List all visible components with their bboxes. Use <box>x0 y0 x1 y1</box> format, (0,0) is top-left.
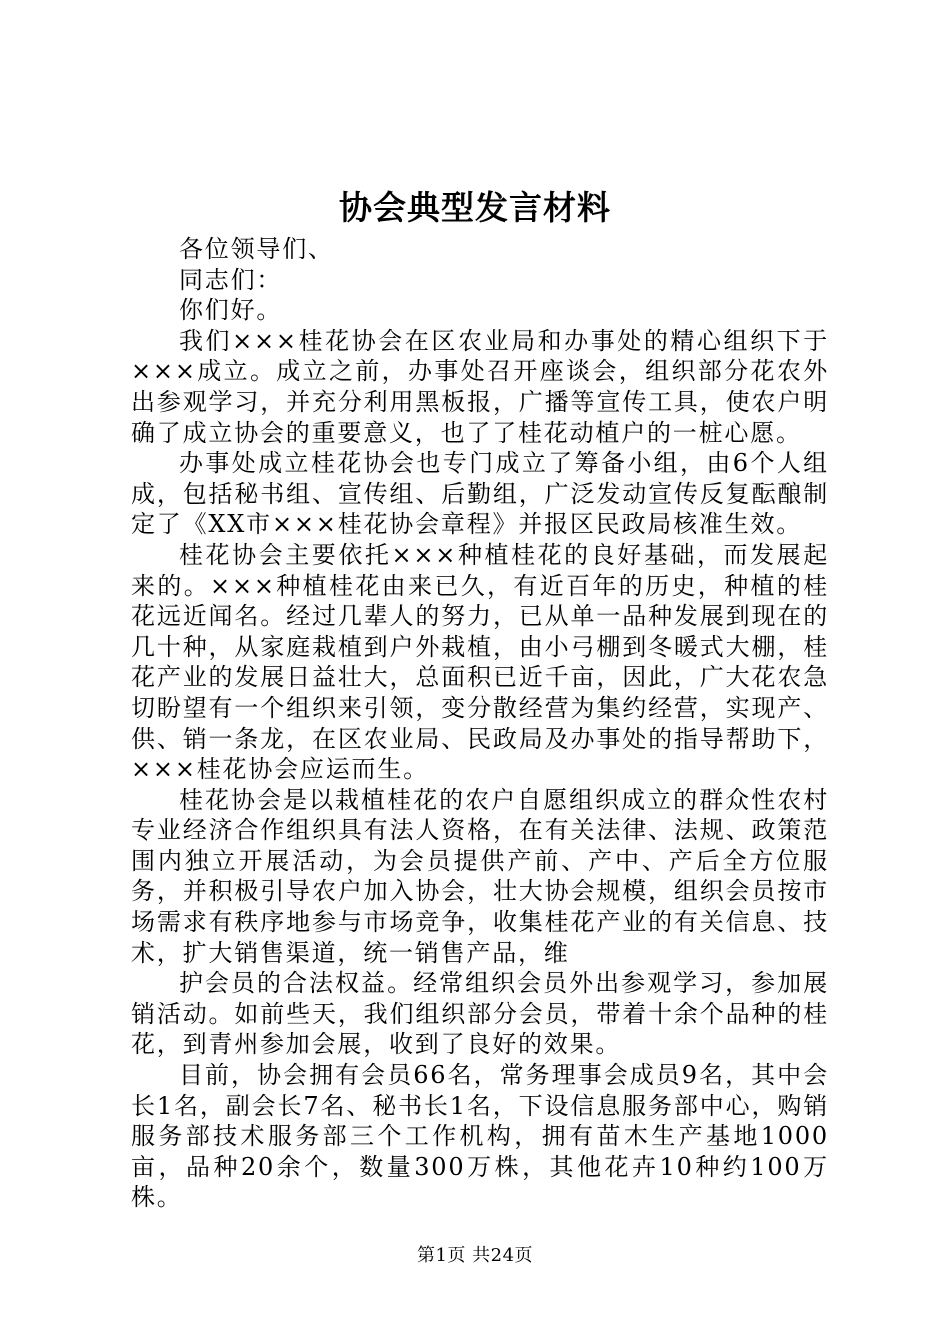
document-title: 协会典型发言材料 <box>339 188 611 227</box>
body-paragraph: 目前，协会拥有会员66名，常务理事会成员9名，其中会长1名，副会长7名、秘书长1名，下设信息服务部中心，购销服务部技术服务部三个工作机构，拥有苗木生产基地1000亩，品种20余个，数量300万株，其他花卉10种约100万株。 <box>131 1061 829 1212</box>
document-body <box>131 234 829 1213</box>
body-paragraph: 桂花协会主要依托×××种植桂花的良好基础，而发展起来的。×××种植桂花由来已久，有近百年的历史，种植的桂花远近闻名。经过几辈人的努力，已从单一品种发展到现在的几十种，从家庭栽植到户外栽植，由小弓棚到冬暖式大棚，桂花产业的发展日益壮大，总面积已近千亩，因此，广大花农急切盼望有一个组织来引领，变分散经营为集约经营，实现产、供、销一条龙，在区农业局、民政局及办事处的指导帮助下，×××桂花协会应运而生。 <box>131 540 829 784</box>
greeting-line: 同志们： <box>179 265 283 294</box>
body-paragraph: 我们×××桂花协会在区农业局和办事处的精心组织下于×××成立。成立之前，办事处召开座谈会，组织部分花农外出参观学习，并充分利用黑板报，广播等宣传工具，使农户明确了成立协会的重要意义，也了了桂花动植户的一桩心愿。 <box>131 326 829 447</box>
greeting-line: 你们好。 <box>179 296 283 325</box>
body-paragraph: 护会员的合法权益。经常组织会员外出参观学习，参加展销活动。如前些天，我们组织部分会员，带着十余个品种的桂花，到青州参加会展，收到了良好的效果。 <box>131 969 829 1059</box>
body-paragraph: 办事处成立桂花协会也专门成立了筹备小组，由6个人组成，包括秘书组、宣传组、后勤组，广泛发动宣传反复酝酿制定了《XX市×××桂花协会章程》并报区民政局核准生效。 <box>131 449 829 539</box>
page-number-footer: 第1页 共24页 <box>416 1245 534 1266</box>
body-paragraph: 桂花协会是以栽植桂花的农户自愿组织成立的群众性农村专业经济合作组织具有法人资格，在有关法律、法规、政策范围内独立开展活动，为会员提供产前、产中、产后全方位服务，并积极引导农户加入协会，壮大协会规模，组织会员按市场需求有秩序地参与市场竞争，收集桂花产业的有关信息、技术，扩大销售渠道，统一销售产品，维 <box>131 785 829 967</box>
greeting-line: 各位领导们、 <box>179 235 334 263</box>
